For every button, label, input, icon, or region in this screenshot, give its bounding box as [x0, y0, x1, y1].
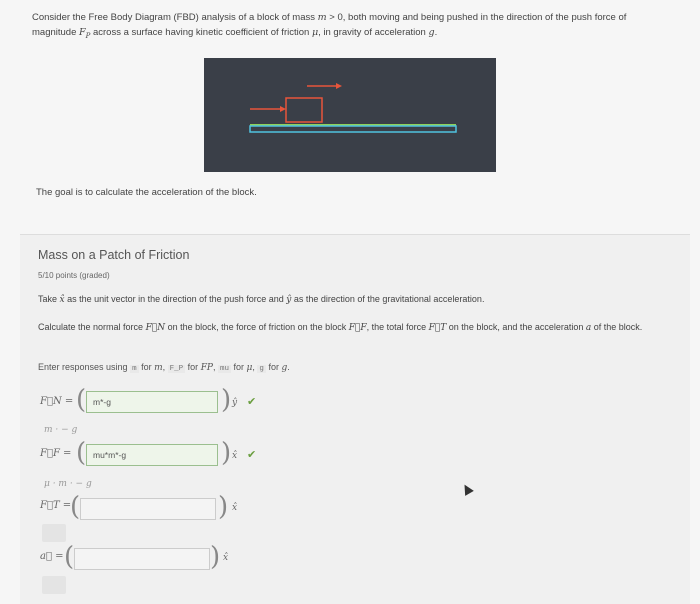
code-fp: F_P [169, 365, 184, 373]
surface [250, 126, 456, 132]
instr3-g: , [252, 362, 258, 372]
fp-sub: P [85, 31, 91, 40]
instruction-calculate [38, 321, 668, 335]
instr3-b: for [138, 362, 155, 372]
preview-placeholder-4 [42, 576, 66, 594]
instr2-d: on the block, and the acceleration [446, 322, 586, 332]
instr3-f: for [231, 362, 247, 372]
open-paren-2: ( [76, 438, 87, 468]
fp-var: F [79, 27, 86, 38]
instr1-b: as the unit vector in the direction of the push force and [64, 294, 287, 304]
instr3-i: . [287, 362, 290, 372]
instr3-e: , [213, 362, 219, 372]
points-label: 5/10 points (graded) [38, 271, 110, 280]
x-hat: x̂ [59, 295, 65, 305]
code-m: m [132, 365, 137, 373]
code-g: g [259, 365, 264, 373]
friction-force-input[interactable]: mu*m*-g [86, 444, 218, 466]
open-paren-1: ( [76, 385, 87, 415]
open-paren-3: ( [70, 492, 81, 522]
acceleration-label: a⃗ = [40, 551, 64, 562]
code-mu: mu [220, 365, 230, 373]
instr2-a: Calculate the normal force [38, 322, 146, 332]
intro-line1-b: > 0, both moving and being pushed in the direction of the push force of [326, 12, 627, 23]
instr3-a: Enter responses using [38, 362, 131, 372]
total-force-label: F⃗T = [40, 500, 72, 511]
normal-force-input[interactable]: m*-g [86, 391, 218, 413]
fbd-svg [204, 58, 496, 172]
total-force-input[interactable] [80, 498, 216, 520]
normal-force-label: F⃗N = [40, 396, 74, 407]
mass-var: m [317, 12, 327, 23]
instr2-b: on the block, the force of friction on the block [165, 322, 349, 332]
a-symbol: a [585, 323, 592, 333]
mu-var-2: μ [246, 363, 253, 373]
fp-var-2: FP [200, 363, 213, 373]
instruction-response-format [38, 362, 290, 373]
instruction-unit-vectors [38, 294, 484, 305]
friction-force-label: F⃗F = [40, 448, 72, 459]
friction-force-preview: μ · m · − g [44, 479, 92, 489]
friction-force-unit: x̂ [232, 451, 238, 461]
instr3-h: for [265, 362, 282, 372]
problem-title: Mass on a Patch of Friction [38, 248, 190, 262]
g-var-2: g [281, 363, 288, 373]
check-icon: ✔ [247, 449, 257, 461]
mu-var: μ [311, 27, 319, 38]
intro-line1-a: Consider the Free Body Diagram (FBD) analysis of a block of mass [32, 12, 318, 23]
instr1-c: as the direction of the gravitational acceleration. [291, 294, 485, 304]
instr2-e: of the block. [591, 322, 643, 332]
open-paren-4: ( [64, 542, 75, 572]
ft-symbol: F⃗T [428, 323, 447, 333]
close-paren-4: ) [210, 542, 221, 572]
top-arrow-head [336, 83, 342, 89]
m-var: m [154, 363, 163, 373]
ff-symbol: F⃗F [348, 323, 367, 333]
intro-text [32, 10, 672, 44]
total-force-unit: x̂ [232, 503, 238, 513]
g-var: g [428, 27, 435, 38]
block [286, 98, 322, 122]
intro-line2-b: across a surface having kinetic coefficient of friction [90, 27, 312, 38]
instr2-c: , the total force [366, 322, 429, 332]
close-paren-1: ) [221, 385, 232, 415]
instr3-c: , [162, 362, 168, 372]
goal-text: The goal is to calculate the acceleration of the block. [36, 187, 257, 198]
intro-line2-a: magnitude [32, 27, 80, 38]
normal-force-preview: m · − g [44, 425, 78, 435]
y-hat: ŷ [286, 295, 292, 305]
acceleration-unit: x̂ [223, 553, 229, 563]
instr1-a: Take [38, 294, 60, 304]
check-icon: ✔ [247, 396, 257, 408]
acceleration-input[interactable] [74, 548, 210, 570]
normal-force-unit: ŷ [232, 398, 238, 408]
intro-line2-c: , in gravity of acceleration [318, 27, 429, 38]
instr3-d: for [185, 362, 201, 372]
fbd-diagram [204, 58, 496, 172]
intro-line2-d: . [434, 27, 438, 38]
close-paren-2: ) [221, 438, 232, 468]
close-paren-3: ) [218, 492, 229, 522]
preview-placeholder-3 [42, 524, 66, 542]
fn-symbol: F⃗N [145, 323, 166, 333]
push-arrow-head [280, 106, 286, 112]
